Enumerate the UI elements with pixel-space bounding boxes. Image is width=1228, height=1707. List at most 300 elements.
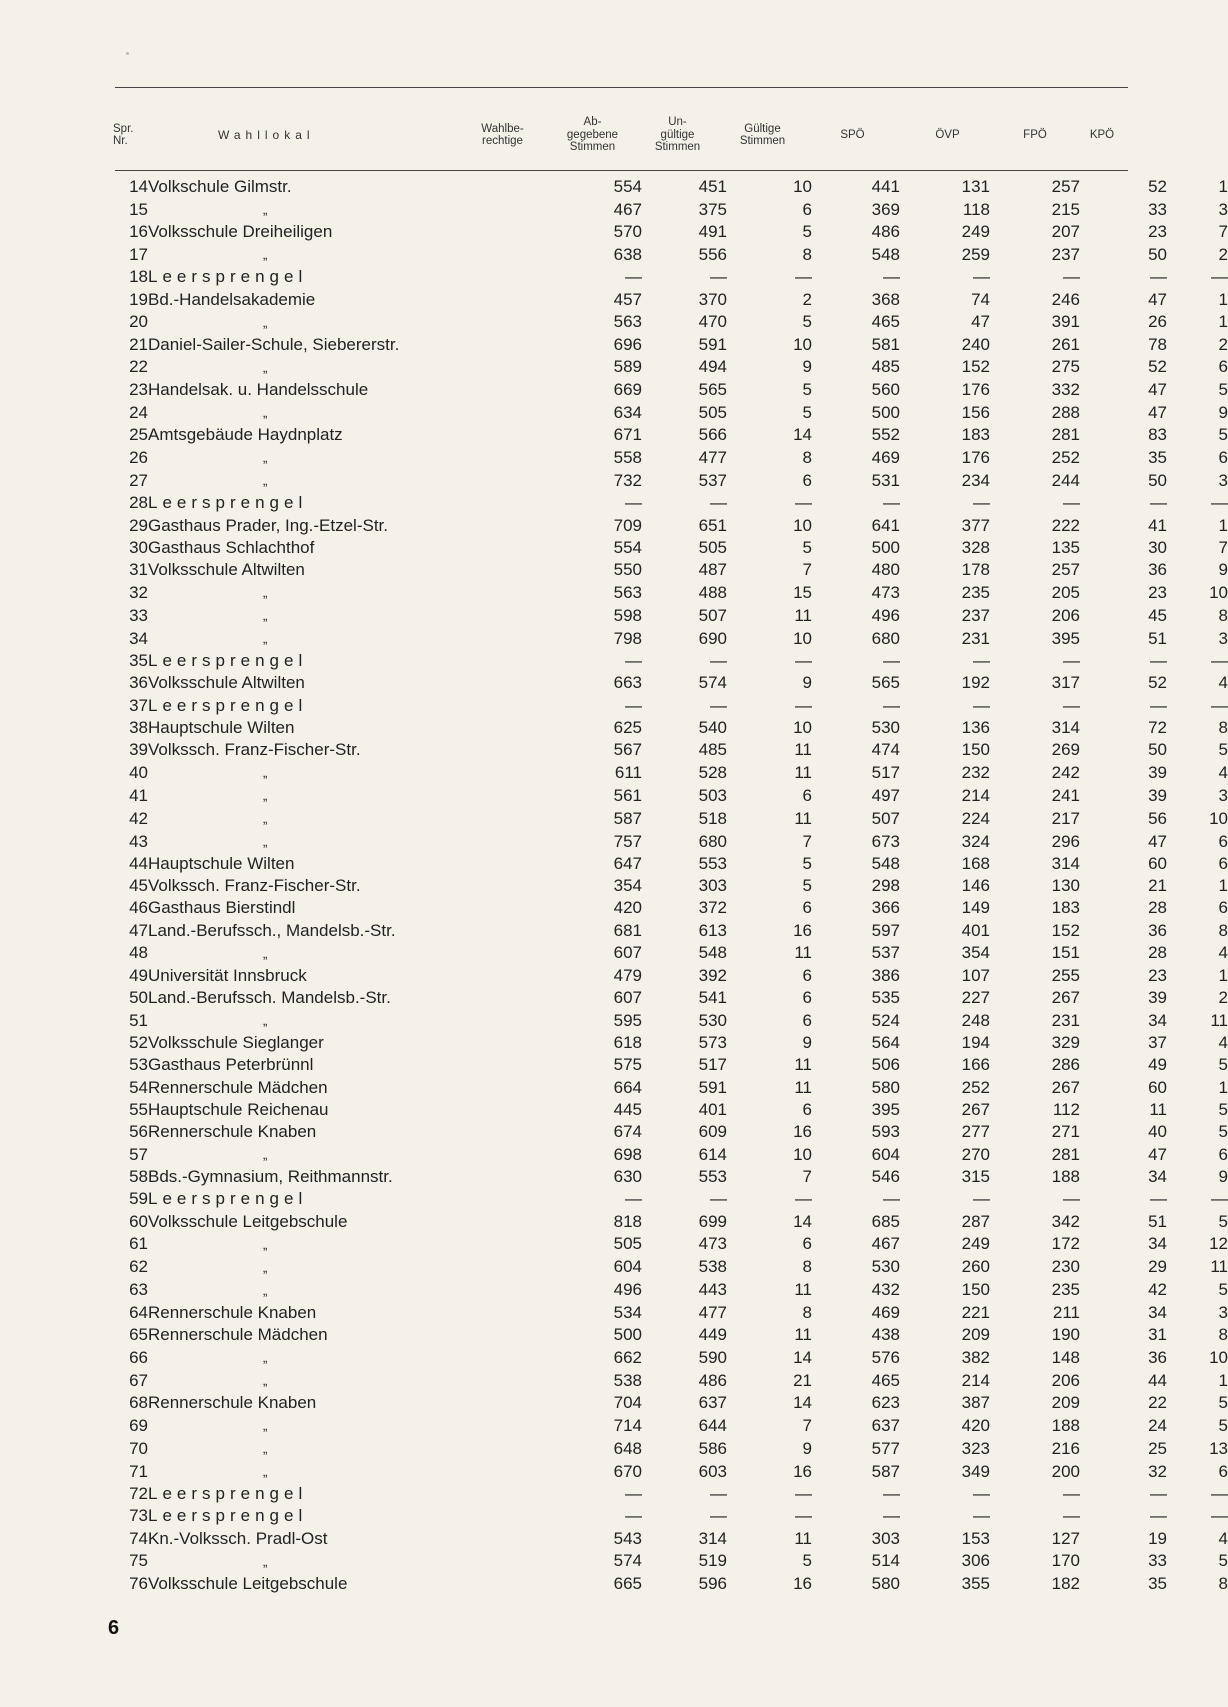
abgegebene-cell: 503 (698, 785, 727, 805)
fpoe-cell: 78 (1148, 334, 1167, 354)
leersprengel-label: Leersprengel (148, 1484, 308, 1504)
ungueltige-cell: 6 (802, 785, 812, 805)
sprengel-number: 34 (129, 628, 148, 648)
gueltige-cell: — (883, 493, 900, 513)
gueltige-cell: 467 (871, 1234, 900, 1254)
gueltige-cell: 680 (871, 628, 900, 648)
ditto-mark: „ (263, 405, 268, 421)
fpoe-cell: 52 (1148, 357, 1167, 377)
oevp-cell: 205 (1051, 582, 1080, 602)
wahllokal-cell (148, 897, 533, 919)
abgegebene-cell: 574 (698, 673, 727, 693)
table-row (115, 1233, 1228, 1256)
results-table (115, 176, 1228, 1595)
fpoe-cell: 36 (1148, 1347, 1167, 1367)
wahllokal-cell (148, 1369, 533, 1392)
oevp-cell: 188 (1051, 1167, 1080, 1187)
kpoe-cell: 5 (1218, 739, 1228, 759)
gueltige-cell: 432 (871, 1280, 900, 1300)
wahlberechtigte-cell: 664 (613, 1077, 642, 1097)
ungueltige-cell: 16 (793, 1121, 812, 1141)
wahllokal-name: Rennerschule Knaben (148, 1121, 317, 1141)
oevp-cell: 216 (1051, 1438, 1080, 1458)
gueltige-cell: 395 (871, 1099, 900, 1119)
oevp-cell: 151 (1051, 943, 1080, 963)
kpoe-cell: — (1211, 651, 1228, 671)
header-ungueltige: Un- gültige Stimmen (654, 116, 701, 154)
wahllokal-name: Gasthaus Bierstindl (148, 898, 296, 918)
oevp-cell: 246 (1051, 289, 1080, 309)
wahlberechtigte-cell: 698 (613, 1144, 642, 1164)
abgegebene-cell: 485 (698, 739, 727, 759)
header-abgegebene: Ab- gegebene Stimmen (566, 116, 619, 154)
fpoe-cell: 30 (1148, 537, 1167, 557)
sprengel-number: 16 (129, 222, 148, 242)
wahllokal-cell (148, 965, 533, 987)
table-row (115, 942, 1228, 965)
fpoe-cell: — (1150, 267, 1167, 287)
fpoe-cell: 39 (1148, 762, 1167, 782)
ungueltige-cell: 16 (793, 1573, 812, 1593)
wahlberechtigte-cell: 647 (613, 854, 642, 874)
table-row (115, 1188, 1228, 1210)
kpoe-cell: 5 (1218, 425, 1228, 445)
sprengel-number: 61 (129, 1234, 148, 1254)
wahllokal-cell (148, 1460, 533, 1483)
ditto-mark: „ (263, 473, 268, 489)
abgegebene-cell: 505 (698, 537, 727, 557)
fpoe-cell: 34 (1148, 1010, 1167, 1030)
ungueltige-cell: 16 (793, 920, 812, 940)
gueltige-cell: 673 (871, 831, 900, 851)
ungueltige-cell: — (795, 695, 812, 715)
wahlberechtigte-cell: 625 (613, 717, 642, 737)
sprengel-number: 62 (129, 1257, 148, 1277)
gueltige-cell: 552 (871, 425, 900, 445)
sprengel-number: 53 (129, 1055, 148, 1075)
leersprengel-label: Leersprengel (148, 651, 308, 671)
spoe-cell: 176 (961, 380, 990, 400)
oevp-cell: 207 (1051, 222, 1080, 242)
sprengel-number: 22 (129, 357, 148, 377)
oevp-cell: 342 (1051, 1211, 1080, 1231)
wahllokal-cell (148, 920, 533, 942)
fpoe-cell: 39 (1148, 988, 1167, 1008)
table-row (115, 1302, 1228, 1324)
fpoe-cell: — (1150, 1484, 1167, 1504)
fpoe-cell: 34 (1148, 1234, 1167, 1254)
fpoe-cell: 35 (1148, 1573, 1167, 1593)
wahllokal-cell (148, 198, 533, 221)
wahlberechtigte-cell: 550 (613, 559, 642, 579)
abgegebene-cell: — (710, 1189, 727, 1209)
wahllokal-cell (148, 650, 533, 672)
wahllokal-cell (148, 515, 533, 537)
ungueltige-cell: 2 (802, 289, 812, 309)
sprengel-number: 18 (129, 267, 148, 287)
gueltige-cell: 497 (871, 785, 900, 805)
fpoe-cell: 47 (1148, 380, 1167, 400)
abgegebene-cell: 519 (698, 1551, 727, 1571)
spoe-cell: — (973, 493, 990, 513)
ungueltige-cell: 7 (802, 1167, 812, 1187)
wahlberechtigte-cell: 505 (613, 1234, 642, 1254)
kpoe-cell: 1 (1218, 289, 1228, 309)
table-row (115, 581, 1228, 604)
wahllokal-name: Bd.-Handelsakademie (148, 289, 316, 309)
sprengel-number: 59 (129, 1189, 148, 1209)
oevp-cell: 261 (1051, 334, 1080, 354)
gueltige-cell: 524 (871, 1010, 900, 1030)
sprengel-number: 72 (129, 1484, 148, 1504)
oevp-cell: 252 (1051, 447, 1080, 467)
oevp-cell: 395 (1051, 628, 1080, 648)
ungueltige-cell: — (795, 1484, 812, 1504)
ungueltige-cell: 6 (802, 1099, 812, 1119)
oevp-cell: 267 (1051, 1077, 1080, 1097)
ungueltige-cell: 11 (794, 762, 812, 782)
wahlberechtigte-cell: 704 (613, 1393, 642, 1413)
kpoe-cell: 3 (1218, 1302, 1228, 1322)
abgegebene-cell: — (710, 651, 727, 671)
kpoe-cell: — (1211, 1484, 1228, 1504)
abgegebene-cell: 590 (698, 1347, 727, 1367)
ungueltige-cell: — (795, 267, 812, 287)
leersprengel-label: Leersprengel (148, 267, 308, 287)
table-row (115, 289, 1228, 311)
spoe-cell: 47 (971, 312, 990, 332)
wahllokal-cell (148, 1505, 533, 1527)
sprengel-number: 56 (129, 1121, 148, 1141)
ditto-mark: „ (263, 1553, 268, 1569)
wahlberechtigte-cell: 354 (613, 876, 642, 896)
abgegebene-cell: 586 (698, 1438, 727, 1458)
spoe-cell: 214 (961, 785, 990, 805)
ditto-mark: „ (263, 450, 268, 466)
gueltige-cell: 500 (871, 537, 900, 557)
gueltige-cell: 366 (871, 898, 900, 918)
wahlberechtigte-cell: 538 (613, 1370, 642, 1390)
table-row (115, 243, 1228, 266)
wahlberechtigte-cell: 709 (613, 515, 642, 535)
fpoe-cell: — (1150, 1189, 1167, 1209)
wahllokal-name: Land.-Berufssch., Mandelsb.-Str. (148, 920, 396, 940)
sprengel-number: 75 (129, 1551, 148, 1571)
fpoe-cell: 23 (1148, 222, 1167, 242)
wahlberechtigte-cell: — (625, 1189, 642, 1209)
table-row (115, 446, 1228, 469)
fpoe-cell: 44 (1148, 1370, 1167, 1390)
kpoe-cell: 5 (1218, 1280, 1228, 1300)
gueltige-cell: 580 (871, 1573, 900, 1593)
table-row (115, 1054, 1228, 1076)
table-row (115, 492, 1228, 514)
spoe-cell: 237 (961, 605, 990, 625)
wahllokal-name: Universität Innsbruck (148, 965, 307, 985)
abgegebene-cell: 596 (698, 1573, 727, 1593)
oevp-cell: 391 (1051, 312, 1080, 332)
ungueltige-cell: 11 (794, 1280, 812, 1300)
spoe-cell: 328 (961, 537, 990, 557)
table-row (115, 1392, 1228, 1414)
sprengel-number: 65 (129, 1324, 148, 1344)
oevp-cell: 257 (1051, 177, 1080, 197)
wahlberechtigte-cell: 457 (613, 289, 642, 309)
wahlberechtigte-cell: 467 (613, 199, 642, 219)
wahlberechtigte-cell: 563 (613, 582, 642, 602)
oevp-cell: — (1063, 1506, 1080, 1526)
ungueltige-cell: 9 (802, 673, 812, 693)
spoe-cell: 131 (961, 177, 990, 197)
fpoe-cell: 33 (1148, 199, 1167, 219)
wahllokal-cell (148, 1077, 533, 1099)
sprengel-number: 24 (129, 402, 148, 422)
ungueltige-cell: 14 (793, 425, 812, 445)
kpoe-cell: 7 (1218, 537, 1228, 557)
wahllokal-cell (148, 1414, 533, 1437)
kpoe-cell: 2 (1218, 244, 1228, 264)
wahlberechtigte-cell: 662 (613, 1347, 642, 1367)
fpoe-cell: 21 (1148, 876, 1167, 896)
wahlberechtigte-cell: 607 (613, 943, 642, 963)
table-row (115, 1143, 1228, 1166)
ditto-mark: „ (263, 247, 268, 263)
sprengel-number: 26 (129, 447, 148, 467)
fpoe-cell: 29 (1148, 1257, 1167, 1277)
abgegebene-cell: 370 (698, 289, 727, 309)
abgegebene-cell: 477 (698, 447, 727, 467)
oevp-cell: 267 (1051, 988, 1080, 1008)
kpoe-cell: 4 (1218, 1033, 1228, 1053)
table-row (115, 1369, 1228, 1392)
table-row (115, 987, 1228, 1009)
gueltige-cell: 368 (871, 289, 900, 309)
sprengel-number: 30 (129, 537, 148, 557)
wahllokal-name: Volksschule Leitgebschule (148, 1573, 348, 1593)
wahllokal-name: Hauptschule Wilten (148, 717, 295, 737)
fpoe-cell: 28 (1148, 898, 1167, 918)
wahlberechtigte-cell: 558 (613, 447, 642, 467)
wahllokal-name: Rennerschule Mädchen (148, 1077, 328, 1097)
kpoe-cell: 5 (1218, 1211, 1228, 1231)
sprengel-number: 67 (129, 1370, 148, 1390)
kpoe-cell: 11 (1210, 1010, 1228, 1030)
table-row (115, 198, 1228, 221)
fpoe-cell: 33 (1148, 1551, 1167, 1571)
table-row (115, 604, 1228, 627)
wahllokal-cell (148, 1346, 533, 1369)
gueltige-cell: 577 (871, 1438, 900, 1458)
kpoe-cell: 8 (1218, 1573, 1228, 1593)
wahllokal-name: Volksschule Sieglanger (148, 1033, 324, 1053)
sprengel-number: 31 (129, 559, 148, 579)
wahlberechtigte-cell: — (625, 695, 642, 715)
abgegebene-cell: 591 (698, 1077, 727, 1097)
wahlberechtigte-cell: 618 (613, 1033, 642, 1053)
wahlberechtigte-cell: 670 (613, 1461, 642, 1481)
wahllokal-name: Volksschule Altwilten (148, 673, 305, 693)
wahllokal-cell (148, 1392, 533, 1414)
wahllokal-cell (148, 289, 533, 311)
spoe-cell: 156 (961, 402, 990, 422)
ungueltige-cell: 14 (793, 1211, 812, 1231)
ditto-mark: „ (263, 1259, 268, 1275)
kpoe-cell: — (1211, 695, 1228, 715)
gueltige-cell: 469 (871, 447, 900, 467)
sprengel-number: 71 (129, 1461, 148, 1481)
kpoe-cell: 7 (1218, 222, 1228, 242)
wahllokal-cell (148, 987, 533, 1009)
table-row (115, 1256, 1228, 1279)
kpoe-cell: 3 (1218, 628, 1228, 648)
oevp-cell: 237 (1051, 244, 1080, 264)
gueltige-cell: 465 (871, 312, 900, 332)
gueltige-cell: — (883, 1189, 900, 1209)
wahllokal-cell (148, 379, 533, 401)
ungueltige-cell: 5 (802, 854, 812, 874)
kpoe-cell: — (1211, 1506, 1228, 1526)
spoe-cell: — (973, 1506, 990, 1526)
ungueltige-cell: 11 (794, 943, 812, 963)
ungueltige-cell: 10 (793, 1144, 812, 1164)
oevp-cell: 215 (1051, 199, 1080, 219)
gueltige-cell: 485 (871, 357, 900, 377)
ungueltige-cell: 8 (802, 1257, 812, 1277)
gueltige-cell: 604 (871, 1144, 900, 1164)
oevp-cell: 314 (1051, 717, 1080, 737)
fpoe-cell: 52 (1148, 673, 1167, 693)
table-row (115, 920, 1228, 942)
wahllokal-cell (148, 1302, 533, 1324)
sprengel-number: 36 (129, 673, 148, 693)
wahllokal-cell (148, 807, 533, 830)
gueltige-cell: 641 (871, 515, 900, 535)
oevp-cell: 332 (1051, 380, 1080, 400)
oevp-cell: 217 (1051, 808, 1080, 828)
gueltige-cell: 535 (871, 988, 900, 1008)
kpoe-cell: 11 (1210, 1257, 1228, 1277)
sprengel-number: 32 (129, 582, 148, 602)
ditto-mark: „ (263, 314, 268, 330)
ungueltige-cell: 9 (802, 1033, 812, 1053)
oevp-cell: 281 (1051, 1144, 1080, 1164)
ungueltige-cell: 7 (802, 1415, 812, 1435)
wahllokal-name: Rennerschule Knaben (148, 1393, 317, 1413)
fpoe-cell: — (1150, 651, 1167, 671)
abgegebene-cell: 517 (698, 1055, 727, 1075)
sprengel-number: 33 (129, 605, 148, 625)
table-row (115, 1032, 1228, 1054)
kpoe-cell: 5 (1218, 380, 1228, 400)
wahlberechtigte-cell: — (625, 1506, 642, 1526)
wahllokal-name: Hauptschule Reichenau (148, 1099, 329, 1119)
wahllokal-cell (148, 1528, 533, 1550)
wahlberechtigte-cell: 669 (613, 380, 642, 400)
gueltige-cell: 303 (871, 1528, 900, 1548)
ungueltige-cell: 9 (802, 1438, 812, 1458)
fpoe-cell: 19 (1148, 1528, 1167, 1548)
wahlberechtigte-cell: 681 (613, 920, 642, 940)
kpoe-cell: 8 (1218, 1324, 1228, 1344)
spoe-cell: 377 (961, 515, 990, 535)
kpoe-cell: 6 (1218, 447, 1228, 467)
wahllokal-cell (148, 221, 533, 243)
ditto-mark: „ (263, 788, 268, 803)
oevp-cell: — (1063, 1484, 1080, 1504)
spoe-cell: 355 (961, 1573, 990, 1593)
gueltige-cell: 438 (871, 1324, 900, 1344)
table-row (115, 424, 1228, 446)
abgegebene-cell: 443 (698, 1280, 727, 1300)
oevp-cell: 206 (1051, 1370, 1080, 1390)
wahllokal-name: Rennerschule Knaben (148, 1302, 317, 1322)
sprengel-number: 14 (129, 177, 148, 197)
fpoe-cell: 47 (1148, 402, 1167, 422)
table-row (115, 401, 1228, 424)
table-row (115, 1166, 1228, 1188)
spoe-cell: 214 (961, 1370, 990, 1390)
spoe-cell: 287 (961, 1211, 990, 1231)
abgegebene-cell: 518 (698, 808, 727, 828)
spoe-cell: 306 (961, 1551, 990, 1571)
spoe-cell: 176 (961, 447, 990, 467)
sprengel-number: 37 (129, 695, 148, 715)
table-row (115, 1210, 1228, 1232)
gueltige-cell: — (883, 1484, 900, 1504)
spoe-cell: 146 (961, 876, 990, 896)
kpoe-cell: — (1211, 267, 1228, 287)
wahlberechtigte-cell: 561 (613, 785, 642, 805)
abgegebene-cell: 401 (698, 1099, 727, 1119)
ditto-mark: „ (263, 1236, 268, 1252)
spoe-cell: 224 (961, 808, 990, 828)
ungueltige-cell: 6 (802, 988, 812, 1008)
wahlberechtigte-cell: 554 (613, 177, 642, 197)
wahllokal-cell (148, 830, 533, 853)
fpoe-cell: 83 (1148, 425, 1167, 445)
wahllokal-name: Kn.-Volkssch. Pradl-Ost (148, 1528, 328, 1548)
sprengel-number: 27 (129, 470, 148, 490)
fpoe-cell: — (1150, 1506, 1167, 1526)
wahllokal-cell (148, 243, 533, 266)
table-row (115, 1483, 1228, 1505)
oevp-cell: 172 (1051, 1234, 1080, 1254)
kpoe-cell: 1 (1218, 177, 1228, 197)
wahlberechtigte-cell: 420 (613, 898, 642, 918)
gueltige-cell: 580 (871, 1077, 900, 1097)
sprengel-number: 38 (129, 717, 148, 737)
ungueltige-cell: 11 (794, 1055, 812, 1075)
table-row (115, 559, 1228, 581)
gueltige-cell: 548 (871, 244, 900, 264)
wahllokal-cell (148, 694, 533, 716)
wahllokal-cell (148, 1437, 533, 1460)
spoe-cell: — (973, 651, 990, 671)
results-body (115, 176, 1228, 1595)
fpoe-cell: 51 (1148, 1211, 1167, 1231)
header-oevp: ÖVP (935, 128, 960, 141)
kpoe-cell: 4 (1218, 762, 1228, 782)
table-row (115, 1414, 1228, 1437)
oevp-cell: 152 (1051, 920, 1080, 940)
sprengel-number: 17 (129, 244, 148, 264)
wahllokal-cell (148, 356, 533, 379)
abgegebene-cell: 553 (698, 854, 727, 874)
oevp-cell: 286 (1051, 1055, 1080, 1075)
gueltige-cell: 465 (871, 1370, 900, 1390)
wahllokal-cell (148, 1099, 533, 1121)
table-row (115, 717, 1228, 739)
